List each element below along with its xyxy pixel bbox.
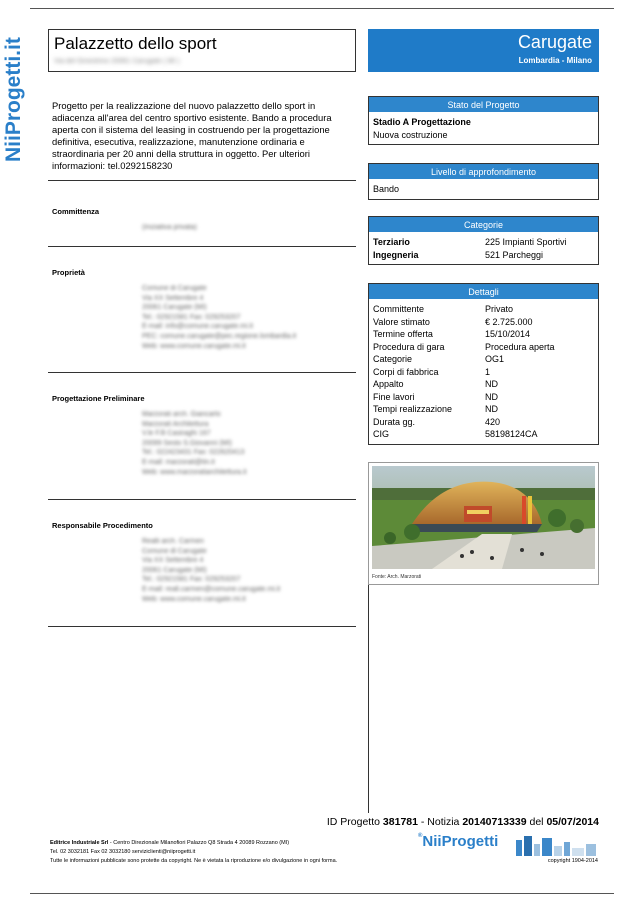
niiprogetti-footer-logo: ®NiiProgetti: [418, 833, 499, 850]
project-id: 381781: [382, 816, 418, 828]
photo-caption: Fonte: Arch. Marzorati: [372, 574, 422, 580]
categorie-box: [368, 216, 599, 265]
responsabile-info: Realli arch. Carmen Comune di Carugate Via XX Settembre 4 20061 Carugate (MI) Tel.: 02921581 Fax: 029253207 E-mail: reali.carmen@comune.carugate.mi.it Web: www.comune.carugate.mi.it: [142, 538, 281, 603]
project-title-box: [48, 29, 356, 72]
project-description: Progetto per la realizzazione del nuovo palazzetto dello sport in adiacenza all'area del centro sportivo esistente. Bando a procedura aperta con il sistema del leasing in costruendo per la progettazione definitiva, esecutiva, realizzazione, manutenzione ordinaria e straordinaria per 20 anni della struttura in oggetto. Per ulteriori informazioni: tel.0292158230: [52, 100, 332, 171]
stato-stage: Stadio A Progettazione: [373, 117, 471, 127]
categorie-header: Categorie: [369, 217, 598, 233]
dettagli-row: Committente Privato: [373, 304, 514, 314]
city-name: Carugate: [517, 32, 592, 52]
region-name: Lombardia - Milano: [518, 56, 592, 65]
dettagli-row: Tempi realizzazione ND: [373, 404, 498, 414]
dettagli-row: Valore stimato € 2.725.000: [373, 316, 533, 327]
dettagli-row: Durata gg. 420: [373, 416, 501, 427]
footer-publisher: Editrice Industriale Srl - Centro Direzionale Milanofiori Palazzo Q8 Strada 4 20089 Rozzano (MI): [50, 840, 290, 846]
bottom-rule: [30, 893, 614, 894]
dettagli-header: Dettagli: [369, 284, 598, 300]
proprieta-label: Proprietà: [52, 268, 85, 277]
footer-contacts: Tel. 02 3032181 Fax 02 3032180 serviziclienti@niiprogetti.it: [50, 849, 196, 855]
divider: [48, 626, 356, 627]
project-id-line: ID Progetto 381781 - Notizia 20140713339 del 05/07/2014: [326, 816, 599, 828]
dettagli-row: Corpi di fabbrica 1: [373, 366, 491, 377]
divider: [48, 246, 356, 247]
livello-value: Bando: [373, 184, 400, 194]
livello-box: [368, 163, 599, 200]
project-title: Palazzetto dello sport: [54, 34, 217, 53]
footer-copyright: copyright 1904-2014: [547, 858, 598, 864]
divider: [48, 499, 356, 500]
column-divider: [368, 585, 369, 813]
dettagli-box: [368, 283, 599, 445]
dettagli-row: Categorie OG1: [373, 354, 505, 364]
notizia-id: 20140713339: [462, 816, 527, 828]
skyline-logo-icon: [516, 834, 598, 856]
niiprogetti-side-logo: [2, 30, 28, 170]
stato-header: Stato del Progetto: [369, 97, 598, 113]
side-logo-text: NiiProgetti.it: [2, 37, 25, 162]
divider: [48, 180, 356, 181]
progettazione-label: Progettazione Preliminare: [52, 394, 145, 403]
project-rendering-image: [372, 466, 595, 569]
categorie-row: Ingegneria 521 Parcheggi: [373, 249, 544, 260]
dettagli-row: CIG 58198124CA: [373, 429, 538, 439]
project-address: Via del Ginestrino 20061 Carugate ( MI ): [54, 58, 180, 65]
footer-notice: Tutte le informazioni pubblicate sono protette da copyright. Ne è vietata la riproduzione e/o divulgazione in ogni forma.: [50, 858, 338, 864]
categorie-row: Terziario 225 Impianti Sportivi: [373, 237, 567, 247]
committenza-label: Committenza: [52, 207, 100, 216]
progettazione-info: Marzorati arch. Giancarlo Marzorati Architettura V.le F.lli Casiraghi 167 20099 Sesto S.Giovanni (MI) Tel.: 022423431 Fax: 022620413 E-mail: marzorati@tin.it Web: www.marzoratiarchitettura.it: [142, 411, 247, 476]
dettagli-row: Procedura di gara Procedura aperta: [373, 341, 555, 352]
dettagli-row: Termine offerta 15/10/2014: [373, 329, 531, 339]
responsabile-label: Responsabile Procedimento: [52, 521, 153, 530]
livello-header: Livello di approfondimento: [369, 164, 598, 180]
divider: [48, 372, 356, 373]
stato-box: [368, 96, 599, 145]
proprieta-info: Comune di Carugate Via XX Settembre 4 20061 Carugate (MI) Tel.: 02921581 Fax: 029253207 E-mail: info@comune.carugate.mi.it PEC: comune.carugate@pec.regione.lombardia.it Web: www.comune.carugate.mi.it: [142, 285, 297, 350]
project-photo-frame: [368, 462, 599, 585]
committenza-info: (Iniziativa privata): [142, 224, 197, 231]
dettagli-row: Fine lavori ND: [373, 391, 498, 402]
top-rule: [30, 8, 614, 9]
dettagli-row: Appalto ND: [373, 379, 498, 389]
notizia-date: 05/07/2014: [546, 816, 599, 828]
city-box: [368, 29, 599, 72]
stato-type: Nuova costruzione: [373, 129, 448, 140]
